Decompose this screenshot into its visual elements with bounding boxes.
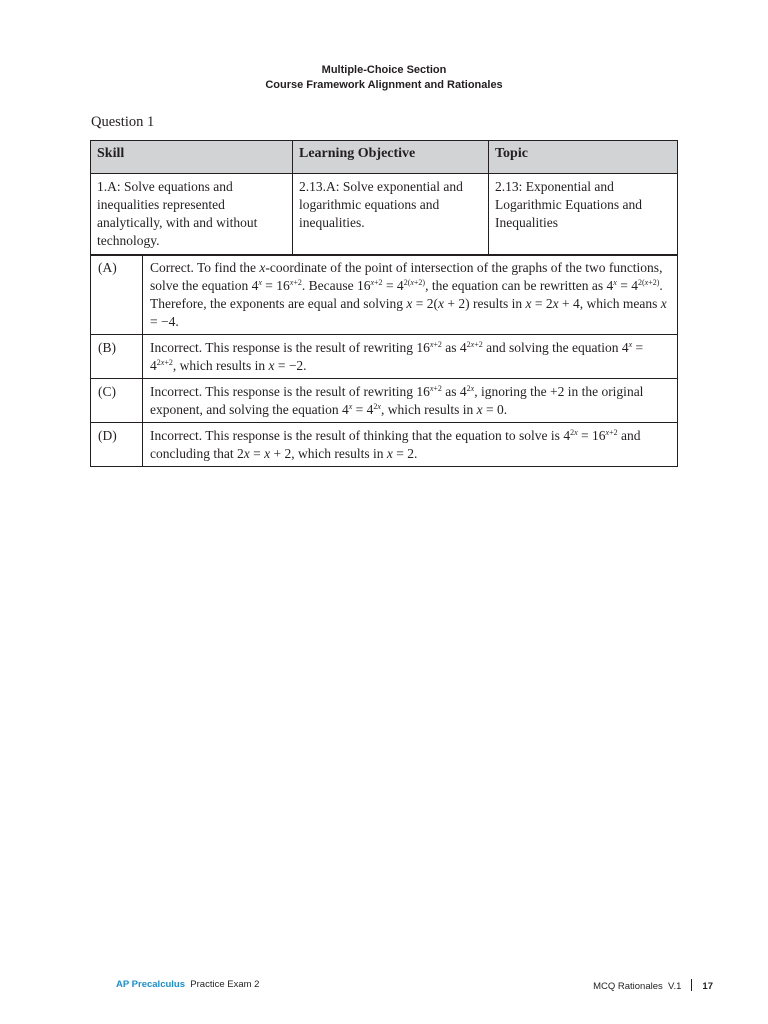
option-letter: (A) — [91, 255, 143, 335]
exam-name: Practice Exam 2 — [190, 979, 260, 990]
section-label: MCQ Rationales V.1 — [593, 981, 682, 992]
alignment-row — [91, 174, 678, 256]
footer-right — [593, 979, 713, 992]
section-title: Multiple-Choice Section — [321, 64, 447, 76]
course-name: AP Precalculus — [116, 979, 186, 990]
alignment-header-row — [91, 141, 678, 174]
page-number: 17 — [702, 981, 713, 992]
rationale-text: Correct. To find the x-coordinate of the point of intersection of the graphs of the two functions, solve the equation $4^x = 16^{x+2}$. Because $16^{x+2} = 4^{2(x+2)}$, the equation can be rewritten as $4^x = 4^{2(x+2)}$. Therefore, the exponents are equal and solving x = 2(x + 2) results in x = 2x + 4, which means x = −4. — [143, 255, 678, 335]
rationale-row — [91, 379, 678, 423]
rationale-row — [91, 335, 678, 379]
option-letter: (D) — [91, 423, 143, 467]
rationale-row — [91, 255, 678, 335]
rationale-text: Incorrect. This response is the result of rewriting $16^{x+2}$ as $4^{2x+2}$ and solving the equation $4^x = 4^{2x+2}$, which results in x = −2. — [143, 335, 678, 379]
rationale-text: Incorrect. This response is the result of thinking that the equation to solve is $4^{2x} = 16^{x+2}$ and concluding that 2x = x + 2, which results in x = 2. — [143, 423, 678, 467]
header-topic: Topic — [489, 141, 678, 174]
footer-left — [116, 979, 259, 990]
question-title: Question 1 — [91, 114, 155, 130]
header-learning-objective: Learning Objective — [293, 141, 489, 174]
header-skill: Skill — [91, 141, 293, 174]
learning-objective-cell: 2.13.A: Solve exponential and logarithmic equations and inequalities. — [293, 174, 489, 256]
topic-cell: 2.13: Exponential and Logarithmic Equations and Inequalities — [489, 174, 678, 256]
section-subtitle: Course Framework Alignment and Rationales — [265, 79, 503, 91]
footer-divider — [691, 979, 692, 991]
option-letter: (B) — [91, 335, 143, 379]
option-letter: (C) — [91, 379, 143, 423]
rationale-table — [90, 254, 678, 467]
skill-cell: 1.A: Solve equations and inequalities represented analytically, with and without technology. — [91, 174, 293, 256]
rationale-row — [91, 423, 678, 467]
page-header — [0, 63, 768, 93]
rationale-text: Incorrect. This response is the result of rewriting $16^{x+2}$ as $4^{2x}$, ignoring the +2 in the original exponent, and solving the equation $4^x = 4^{2x}$, which results in x = 0. — [143, 379, 678, 423]
alignment-table — [90, 140, 678, 256]
page-footer — [116, 979, 713, 993]
